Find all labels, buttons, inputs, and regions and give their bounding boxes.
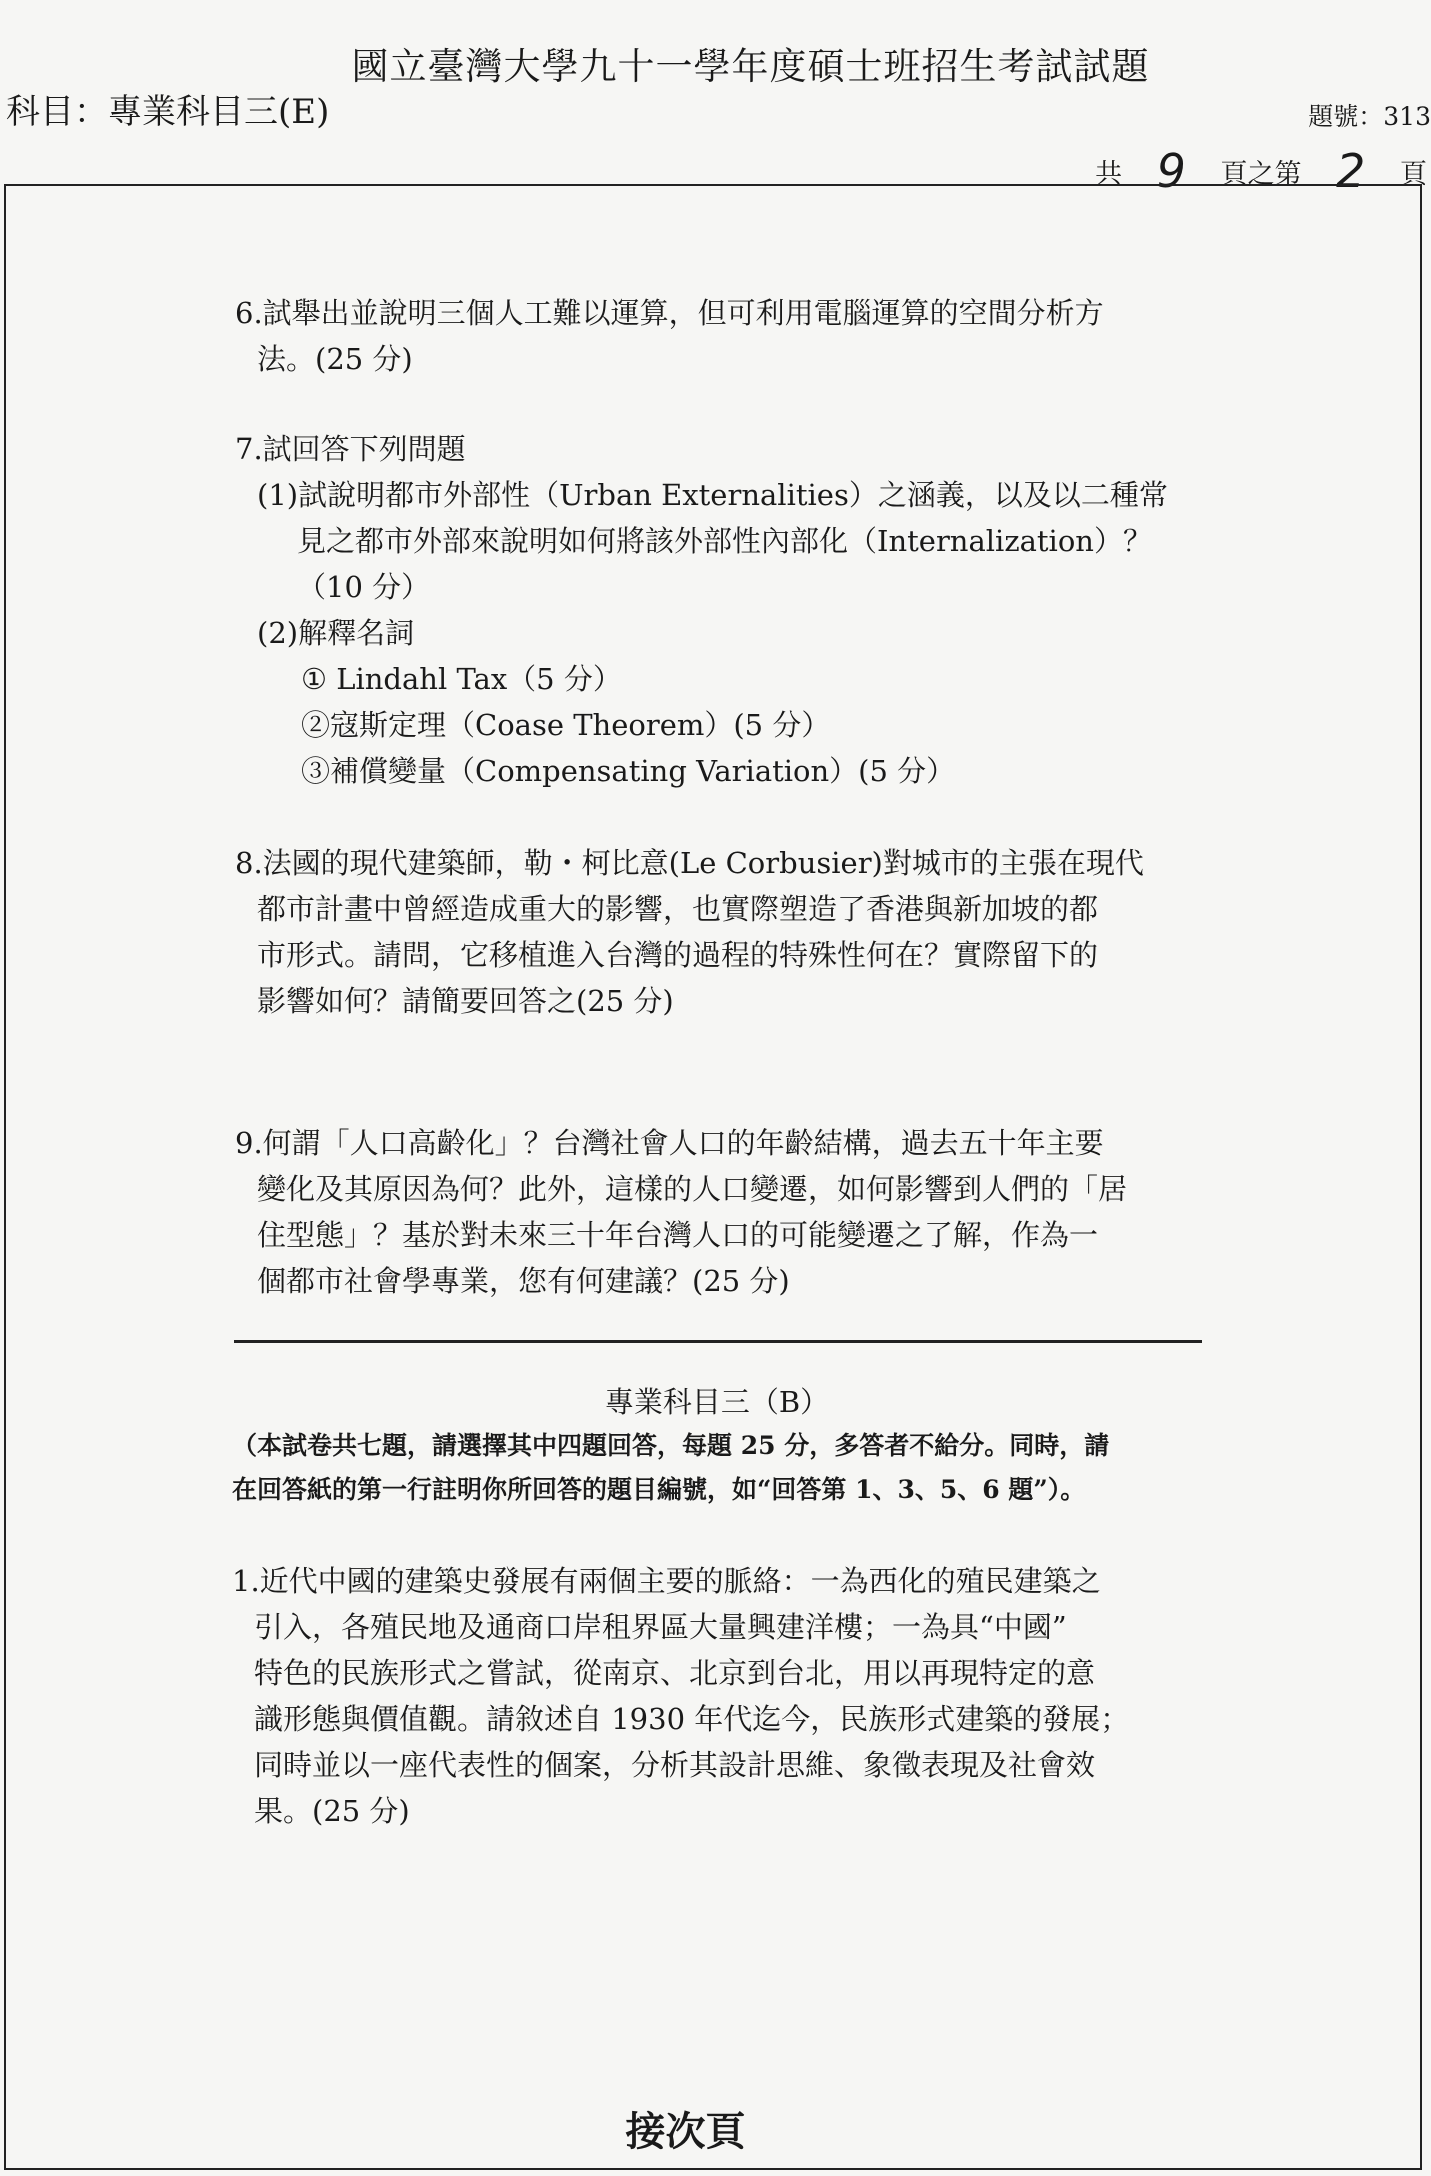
term-item: ②寇斯定理（Coase Theorem）(5 分） (301, 708, 831, 742)
question-line: 見之都市外部來說明如何將該外部性內部化（Internalization）？ (297, 524, 1152, 558)
question-line: （10 分） (297, 570, 431, 604)
question-line: 住型態」？基於對未來三十年台灣人口的可能變遷之了解，作為一 (257, 1218, 1099, 1252)
question-line: 果。(25 分) (254, 1794, 410, 1828)
question-line: 特色的民族形式之嘗試，從南京、北京到台北，用以再現特定的意 (254, 1656, 1096, 1690)
question-line: (2)解釋名詞 (257, 616, 415, 650)
instruction-line: （本試卷共七題，請選擇其中四題回答，每題 25 分，多答者不給分。同時，請 (232, 1431, 1110, 1460)
page-count-suffix: 頁 (1400, 159, 1427, 190)
page-count-middle: 頁之第 (1220, 159, 1302, 190)
question-8 (235, 840, 1195, 1024)
question-line: 都市計畫中曾經造成重大的影響，也實際塑造了香港與新加坡的都 (257, 892, 1099, 926)
section-divider (234, 1340, 1202, 1343)
section-b-question-1 (232, 1558, 1202, 1834)
question-line: 引入，各殖民地及通商口岸租界區大量興建洋樓；一為具“中國” (254, 1610, 1067, 1644)
page-total-handwritten: 9 (1156, 144, 1186, 198)
question-line: 同時並以一座代表性的個案，分析其設計思維、象徵表現及社會效 (254, 1748, 1096, 1782)
exam-title: 國立臺灣大學九十一學年度碩士班招生考試試題 (351, 45, 1150, 88)
question-7 (235, 426, 1195, 794)
page-current-handwritten: 2 (1336, 144, 1366, 198)
question-list (235, 290, 1195, 1304)
question-9 (235, 1120, 1195, 1304)
question-code: 題號：313 (1308, 102, 1431, 131)
continue-next-page: 接次頁 (625, 2108, 746, 2155)
question-line: 1.近代中國的建築史發展有兩個主要的脈絡：一為西化的殖民建築之 (232, 1564, 1101, 1598)
question-line: 9.何謂「人口高齡化」？台灣社會人口的年齡結構，過去五十年主要 (235, 1126, 1104, 1160)
subject-label: 科目：專業科目三(E) (6, 92, 330, 132)
section-b-instructions (232, 1424, 1202, 1512)
question-line: (1)試說明都市外部性（Urban Externalities）之涵義，以及以二種常 (257, 478, 1168, 512)
section-b (232, 1380, 1202, 1834)
question-line: 6.試舉出並說明三個人工難以運算，但可利用電腦運算的空間分析方 (235, 296, 1104, 330)
question-line: 變化及其原因為何？此外，這樣的人口變遷，如何影響到人們的「居 (257, 1172, 1128, 1206)
question-line: 7.試回答下列問題 (235, 432, 466, 466)
question-line: 影響如何？請簡要回答之(25 分) (257, 984, 674, 1018)
instruction-line: 在回答紙的第一行註明你所回答的題目編號，如“回答第 1、3、5、6 題”）。 (232, 1475, 1086, 1504)
question-6 (235, 290, 1195, 382)
question-line: 8.法國的現代建築師，勒・柯比意(Le Corbusier)對城市的主張在現代 (235, 846, 1144, 880)
question-line: 個都市社會學專業，您有何建議？(25 分) (257, 1264, 790, 1298)
question-line: 法。(25 分) (257, 342, 413, 376)
term-item: ① Lindahl Tax（5 分） (301, 662, 622, 696)
term-item: ③補償變量（Compensating Variation）(5 分） (301, 754, 956, 788)
page-count-prefix: 共 (1095, 159, 1123, 190)
question-line: 市形式。請問，它移植進入台灣的過程的特殊性何在？實際留下的 (257, 938, 1099, 972)
question-line: 識形態與價值觀。請敘述自 1930 年代迄今，民族形式建築的發展； (254, 1702, 1130, 1736)
section-b-title: 專業科目三（B） (604, 1385, 830, 1419)
